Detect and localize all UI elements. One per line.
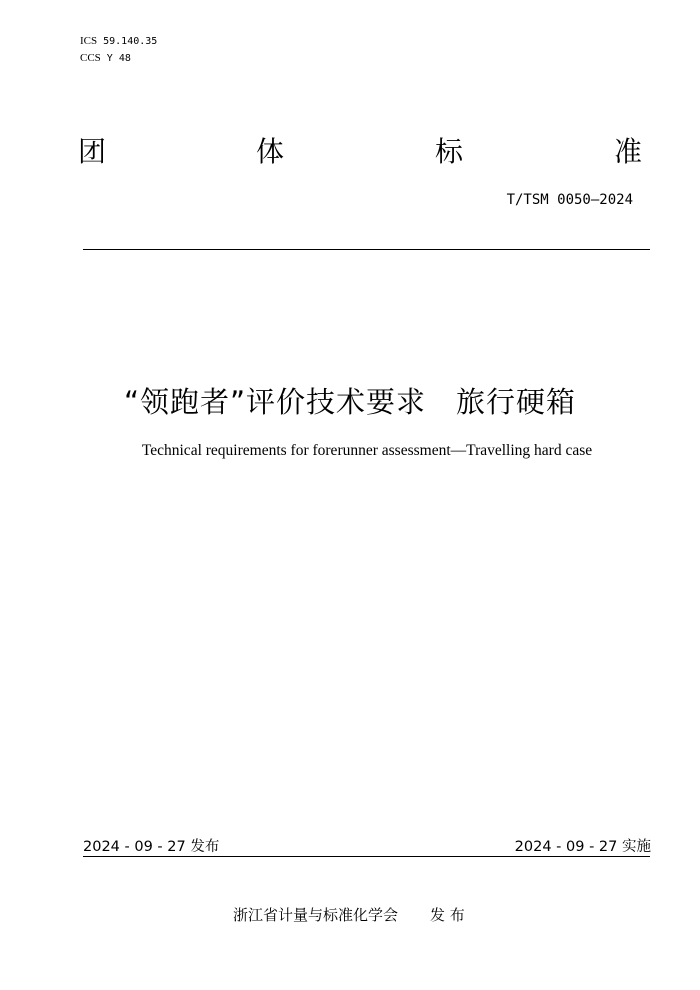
issue-date: 2024 - 09 - 27 发布 bbox=[83, 839, 220, 855]
header-divider bbox=[83, 249, 650, 250]
ics-label: ICS bbox=[80, 35, 98, 47]
standard-type-char: 体 bbox=[256, 135, 285, 168]
standard-type-char: 准 bbox=[614, 135, 643, 168]
title-english: Technical requirements for forerunner assessment—Travelling hard case bbox=[141, 442, 593, 459]
standard-type-char: 团 bbox=[78, 135, 107, 168]
ics-code: 59.140.35 bbox=[103, 36, 158, 47]
footer-divider bbox=[83, 856, 650, 857]
title-chinese bbox=[0, 380, 700, 421]
ccs-line bbox=[80, 52, 131, 64]
standard-number: T/TSM 0050—2024 bbox=[506, 192, 633, 208]
publisher-name: 浙江省计量与标准化学会 bbox=[233, 906, 399, 924]
ics-line bbox=[80, 35, 157, 47]
publisher-line bbox=[233, 904, 465, 925]
standard-type-char: 标 bbox=[435, 135, 464, 168]
ccs-label: CCS bbox=[80, 52, 101, 64]
implementation-date: 2024 - 09 - 27 实施 bbox=[514, 839, 651, 855]
ccs-code: Y 48 bbox=[106, 53, 131, 64]
title-chinese-sub: 旅行硬箱 bbox=[456, 385, 577, 419]
title-chinese-main: “领跑者”评价技术要求 bbox=[123, 385, 427, 419]
publisher-action: 发 布 bbox=[430, 906, 465, 924]
